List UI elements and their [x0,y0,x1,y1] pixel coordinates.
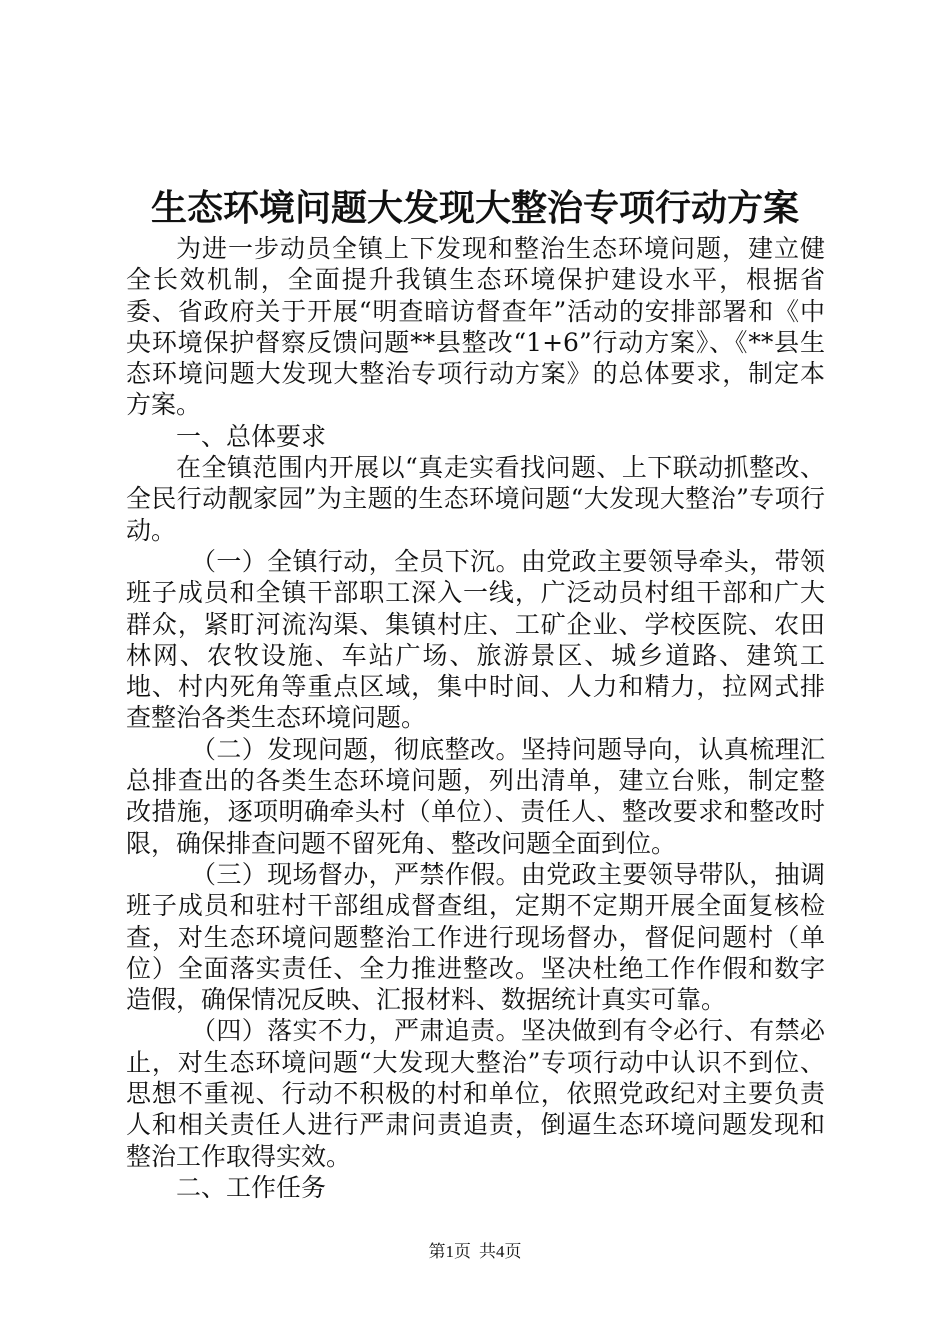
page-footer [0,1240,950,1264]
page-total: 共4页 [479,1242,522,1261]
intro-paragraph: 为进一步动员全镇上下发现和整治生态环境问题，建立健全长效机制，全面提升我镇生态环境保护建设水平，根据省委、省政府关于开展“明查暗访督查年”活动的安排部署和《中央环境保护督察反馈问题**县整改“1+6”行动方案》、《**县生态环境问题大发现大整治专项行动方案》的总体要求，制定本方案。 [126,234,825,420]
page-number: 第1页 [428,1242,471,1261]
item-paragraph-1: （一）全镇行动，全员下沉。由党政主要领导牵头，带领班子成员和全镇干部职工深入一线，广泛动员村组干部和广大群众，紧盯河流沟渠、集镇村庄、工矿企业、学校医院、农田林网、农牧设施、车站广场、旅游景区、城乡道路、建筑工地、村内死角等重点区域，集中时间、人力和精力，拉网式排查整治各类生态环境问题。 [126,546,825,733]
item-paragraph-2: （二）发现问题，彻底整改。坚持问题导向，认真梳理汇总排查出的各类生态环境问题，列出清单，建立台账，制定整改措施，逐项明确牵头村（单位）、责任人、整改要求和整改时限，确保排查问题不留死角、整改问题全面到位。 [126,734,825,858]
document-body [126,233,825,1203]
section1-intro-paragraph: 在全镇范围内开展以“真走实看找问题、上下联动抓整改、全民行动靓家园”为主题的生态环境问题“大发现大整治”专项行动。 [126,453,825,545]
item-paragraph-3: （三）现场督办，严禁作假。由党政主要领导带队，抽调班子成员和驻村干部组成督查组，定期不定期开展全面复核检查，对生态环境问题整治工作进行现场督办，督促问题村（单位）全面落实责任、全力推进整改。坚决杜绝工作作假和数字造假，确保情况反映、汇报材料、数据统计真实可靠。 [126,859,825,1015]
section-heading-work-tasks: 二、工作任务 [176,1172,327,1202]
section-heading-general-requirements: 一、总体要求 [176,421,327,451]
document-title: 生态环境问题大发现大整治专项行动方案 [150,187,799,229]
item-paragraph-4: （四）落实不力，严肃追责。坚决做到有令必行、有禁必止，对生态环境问题“大发现大整治”专项行动中认识不到位、思想不重视、行动不积极的村和单位，依照党政纪对主要负责人和相关责任人进行严肃问责追责，倒逼生态环境问题发现和整治工作取得实效。 [126,1016,825,1171]
